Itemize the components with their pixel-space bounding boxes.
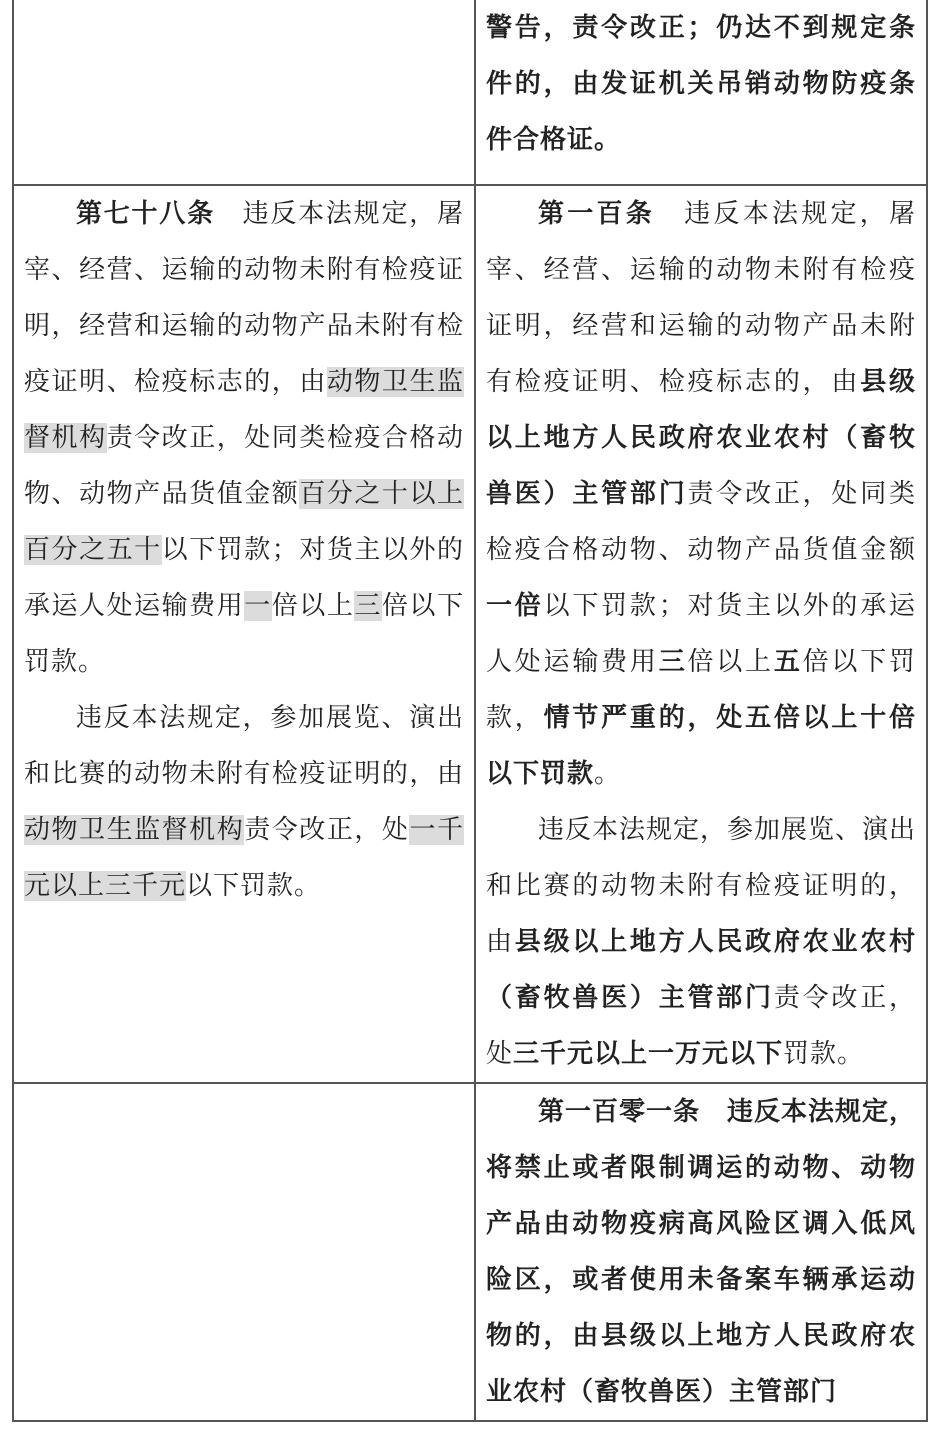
bold-text: 三 [658, 647, 688, 677]
text-run: 倍以下罚款。 [24, 591, 464, 677]
law-comparison-table [12, 0, 928, 1422]
text-run: 。 [594, 759, 622, 789]
table-row [13, 185, 927, 1083]
text-run: 违反本法规定，屠宰、经营、运输的动物未附有检疫证明，经营和运输的动物产品未附有检疫证明、检疫标志的，由 [486, 199, 916, 397]
text-run: 以下罚款。 [186, 871, 322, 901]
highlighted-text: 一 [244, 591, 272, 621]
bold-text: 警告，责令改正；仍达不到规定条件的，由发证机关吊销动物防疫条件合格证。 [486, 13, 916, 155]
bold-text: 五 [773, 647, 803, 677]
highlighted-text: 三 [354, 591, 382, 621]
bold-text: 三千元以上一万元以下 [513, 1039, 784, 1069]
text-run: 违反本法规定，屠宰、经营、运输的动物未附有检疫证明，经营和运输的动物产品未附有检疫证明、检疫标志的，由 [24, 199, 464, 397]
article-78-paragraph [24, 186, 464, 690]
old-law-cell [13, 0, 475, 185]
bold-text: 情节严重的，处五倍以上十倍以下罚款 [486, 703, 916, 789]
new-law-cell [475, 0, 927, 185]
text-run: 责令改正，处同类检疫合格动物、动物产品货值金额 [486, 479, 916, 565]
article-100-paragraph [486, 186, 916, 802]
new-law-cell [475, 185, 927, 1083]
text-run: 责令改正，处同类检疫合格动物、动物产品货值金额 [24, 423, 464, 509]
text-run: 倍以上 [687, 647, 774, 677]
bold-text: 第一百零一条 违反本法规定，将禁止或者限制调运的动物、动物产品由动物疫病高风险区调入低风险区，或者使用未备案车辆承运动物的，由县级以上地方人民政府农业农村（畜牧兽医）主管部门 [486, 1097, 917, 1407]
bold-text: 第七十八条 [76, 199, 215, 229]
bold-text: 县级以上地方人民政府农业农村（畜牧兽医）主管部门 [486, 367, 916, 509]
old-law-cell [13, 185, 475, 1083]
old-law-cell [13, 1083, 475, 1421]
article-101-paragraph [486, 1084, 916, 1420]
text-run: 以下罚款；对货主以外的承运人处运输费用 [24, 535, 464, 621]
text-run: 违反本法规定，参加展览、演出和比赛的动物未附有检疫证明的，由 [486, 815, 917, 957]
paragraph [486, 0, 916, 168]
text-run: 以下罚款；对货主以外的承运人处运输费用 [486, 591, 916, 677]
text-run: 责令改正，处 [486, 983, 916, 1069]
new-law-cell [475, 1083, 927, 1421]
text-run: 倍以下罚款， [486, 647, 916, 733]
bold-text: 一倍 [486, 591, 544, 621]
bold-text: 县级以上地方人民政府农业农村（畜牧兽医）主管部门 [486, 927, 916, 1013]
table-row [13, 0, 927, 185]
text-run: 罚款。 [783, 1039, 865, 1069]
article-78-second-paragraph [24, 690, 464, 914]
highlighted-text: 百分之十以上百分之五十 [24, 479, 464, 565]
bold-text: 第一百条 [538, 199, 655, 229]
text-run: 违反本法规定，参加展览、演出和比赛的动物未附有检疫证明的，由 [24, 703, 464, 789]
highlighted-text: 动物卫生监督机构 [24, 367, 464, 453]
highlighted-text: 动物卫生监督机构 [24, 815, 245, 845]
table-row [13, 1083, 927, 1421]
article-100-second-paragraph [486, 802, 916, 1082]
highlighted-text: 一千元以上三千元 [24, 815, 464, 901]
text-run: 责令改正，处 [244, 815, 410, 845]
text-run: 倍以上 [271, 591, 355, 621]
